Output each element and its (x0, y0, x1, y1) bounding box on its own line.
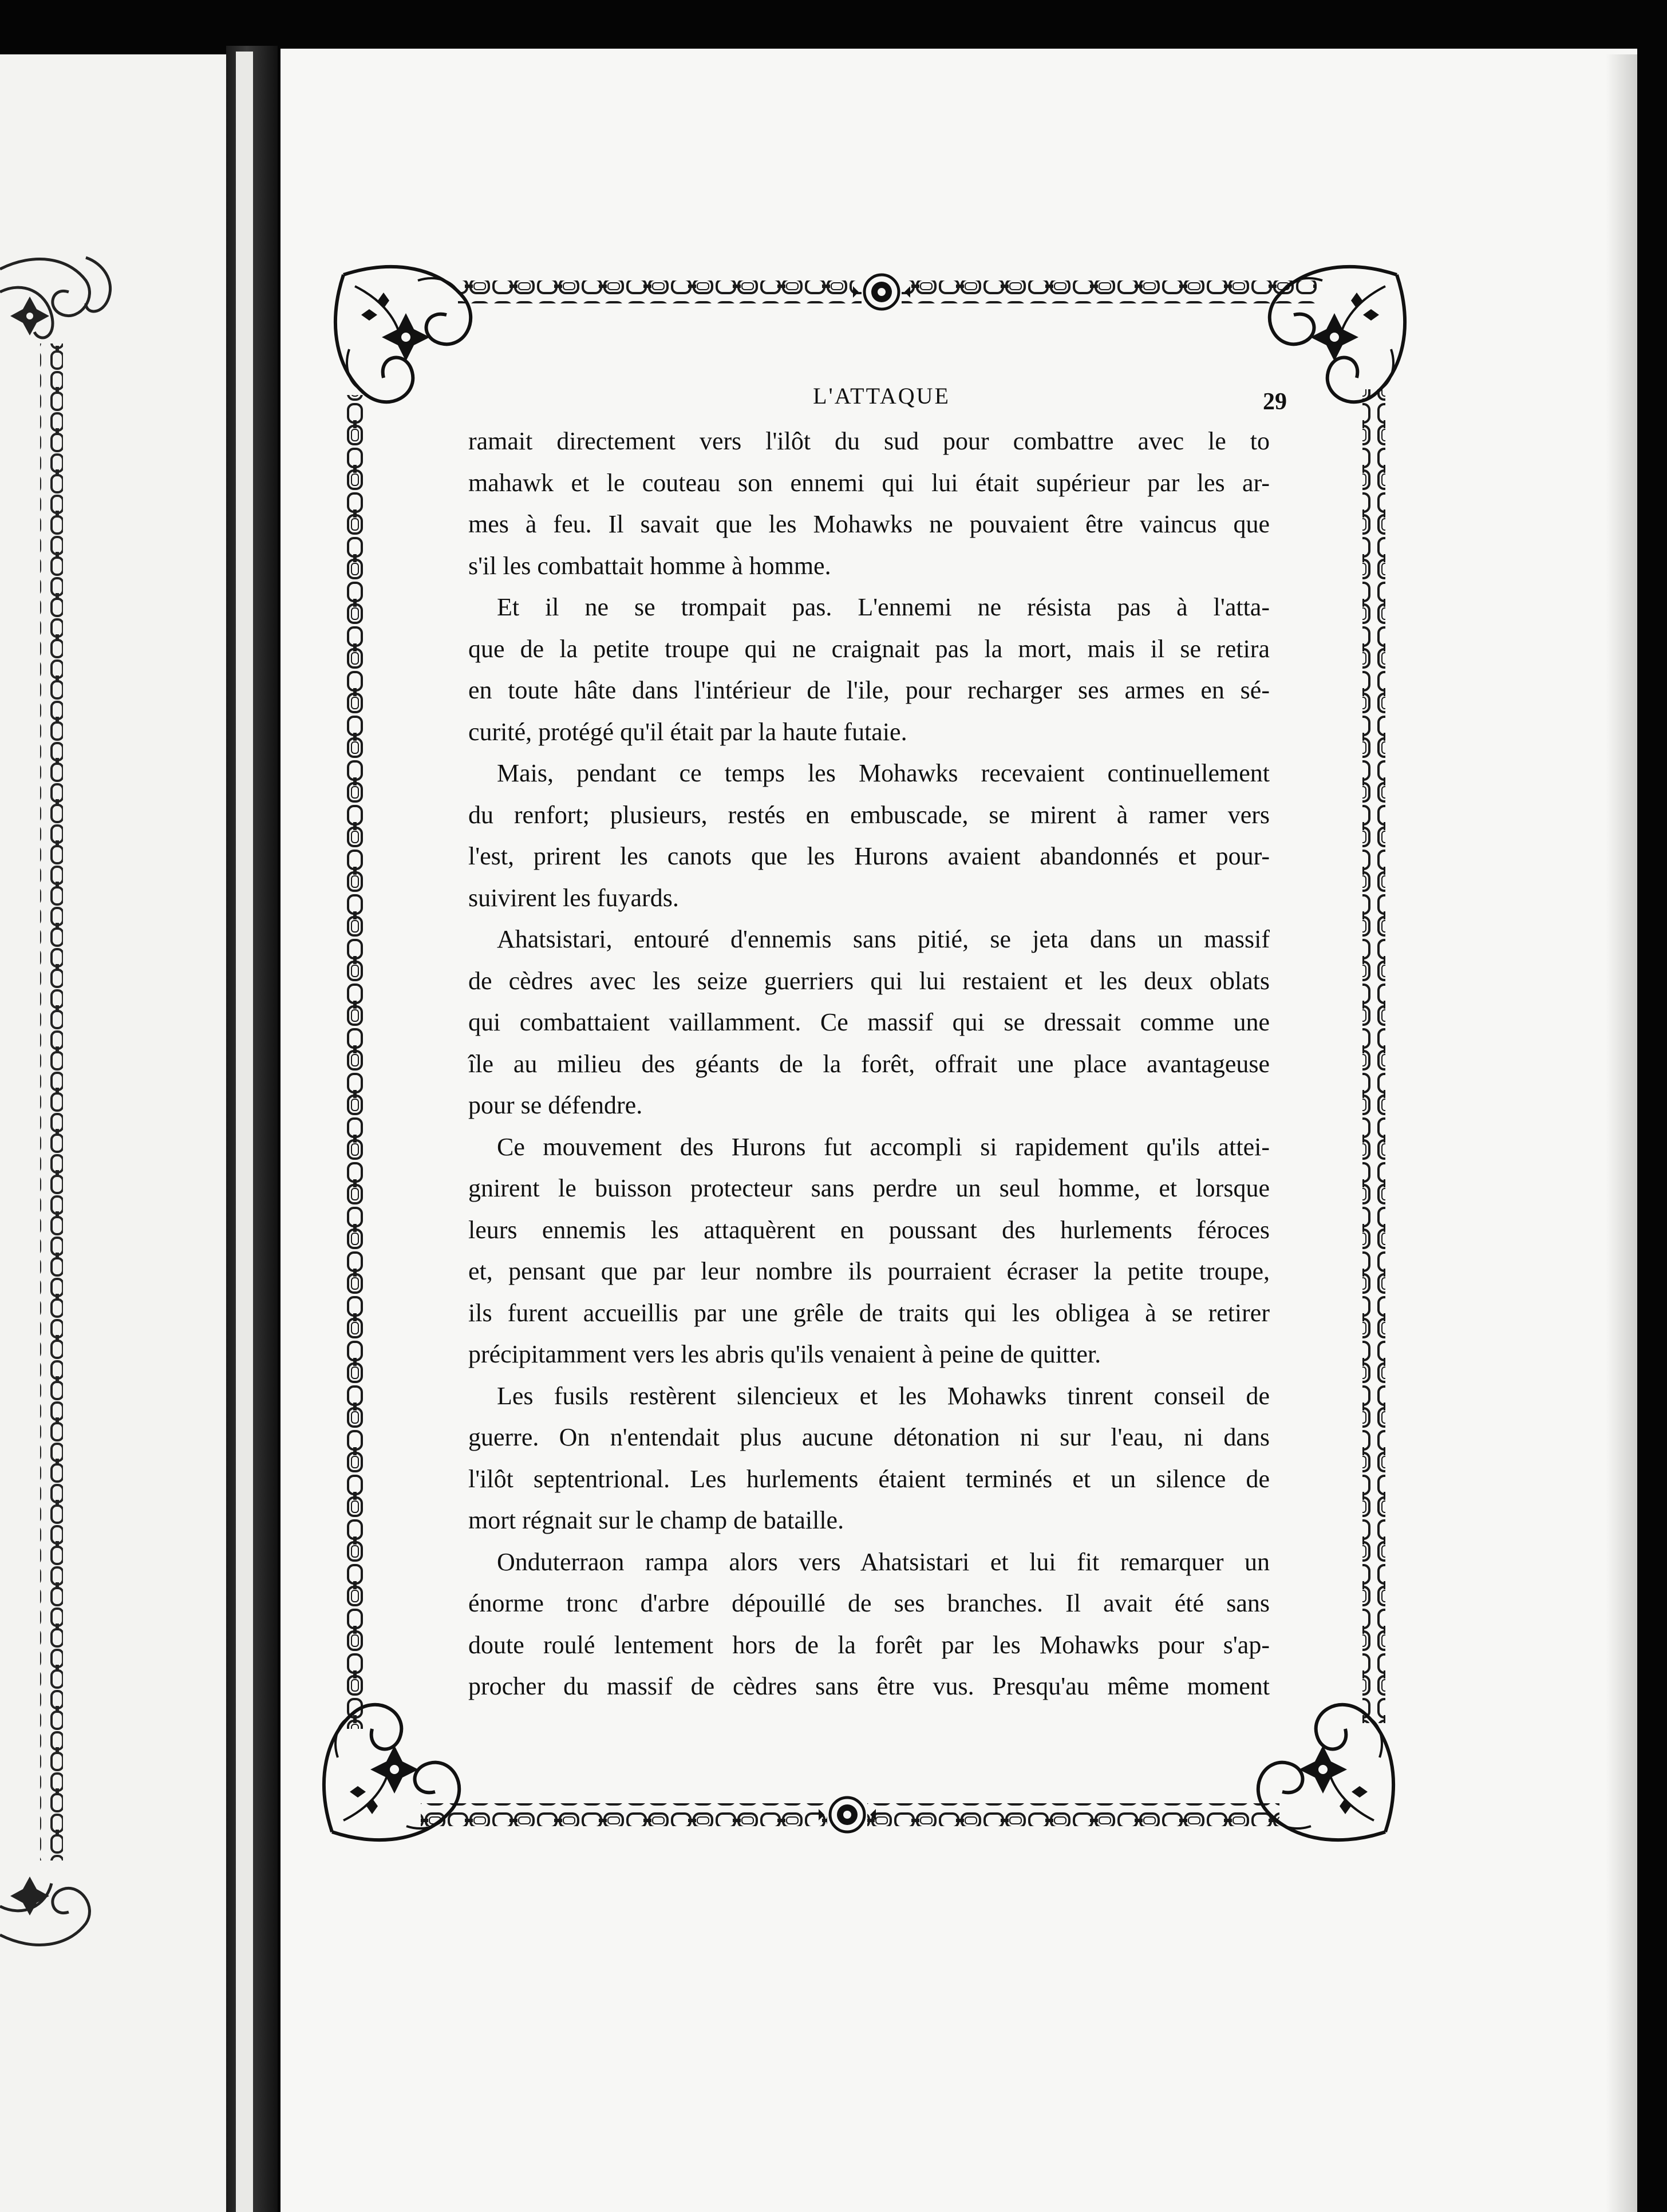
paragraph (468, 753, 1270, 919)
text-line: en toute hâte dans l'intérieur de l'ile, pour recharger ses armes en sé- (468, 676, 1270, 704)
text-line: procher du massif de cèdres sans être vus. Presqu'au même moment (468, 1672, 1270, 1700)
text-line: ramait directement vers l'ilôt du sud pour combattre avec le to (468, 427, 1270, 455)
text-line: mort régnait sur le champ de bataille. (468, 1506, 844, 1534)
text-line: précipitamment vers les abris qu'ils venaient à peine de quitter. (468, 1340, 1101, 1368)
text-line: Onduterraon rampa alors vers Ahatsistari et lui fit remarquer un (497, 1547, 1270, 1576)
text-line: île au milieu des géants de la forêt, offrait une place avantageuse (468, 1049, 1270, 1078)
text-line: suivirent les fuyards. (468, 883, 679, 912)
paragraph (468, 919, 1270, 1127)
body-text (468, 421, 1270, 1708)
text-line: Les fusils restèrent silencieux et les Mohawks tinrent conseil de (497, 1381, 1270, 1410)
paragraph (468, 1542, 1270, 1708)
text-line: de cèdres avec les seize guerriers qui lui restaient et les deux oblats (468, 966, 1270, 995)
paragraph (468, 587, 1270, 753)
text-line: s'il les combattait homme à homme. (468, 551, 831, 580)
text-line: ils furent accueillis par une grêle de traits qui les obligea à se retirer (468, 1298, 1270, 1327)
running-head: L'ATTAQUE (813, 383, 950, 409)
text-line: mes à feu. Il savait que les Mohawks ne pouvaient être vaincus que (468, 510, 1270, 538)
text-line: l'est, prirent les canots que les Hurons avaient abandonnés et pour- (468, 842, 1270, 870)
text-line: pour se défendre. (468, 1091, 643, 1119)
text-line: du renfort; plusieurs, restés en embuscade, se mirent à ramer vers (468, 800, 1270, 829)
text-line: Et il ne se trompait pas. L'ennemi ne résista pas à l'atta- (497, 593, 1270, 621)
text-line: et, pensant que par leur nombre ils pourraient écraser la petite troupe, (468, 1257, 1270, 1285)
paragraph (468, 1376, 1270, 1542)
text-line: énorme tronc d'arbre dépouillé de ses branches. Il avait été sans (468, 1589, 1270, 1617)
text-line: Ahatsistari, entouré d'ennemis sans pitié, se jeta dans un massif (497, 925, 1270, 953)
text-line: que de la petite troupe qui ne craignait pas la mort, mais il se retira (468, 634, 1270, 663)
text-line: Ce mouvement des Hurons fut accompli si rapidement qu'ils attei- (497, 1132, 1270, 1161)
paragraph (468, 1127, 1270, 1376)
text-line: mahawk et le couteau son ennemi qui lui était supérieur par les ar- (468, 468, 1270, 497)
text-line: qui combattaient vaillamment. Ce massif qui se dressait comme une (468, 1008, 1270, 1036)
text-line: Mais, pendant ce temps les Mohawks recevaient continuellement (497, 759, 1270, 787)
text-line: doute roulé lentement hors de la forêt par les Mohawks pour s'ap- (468, 1630, 1270, 1659)
paragraph (468, 421, 1270, 587)
text-line: guerre. On n'entendait plus aucune détonation ni sur l'eau, ni dans (468, 1423, 1270, 1451)
text-line: gnirent le buisson protecteur sans perdre un seul homme, et lorsque (468, 1174, 1270, 1202)
page-number: 29 (1263, 389, 1287, 415)
text-line: l'ilôt septentrional. Les hurlements étaient terminés et un silence de (468, 1464, 1270, 1493)
text-line: curité, protégé qu'il était par la haute futaie. (468, 717, 907, 746)
text-line: leurs ennemis les attaquèrent en poussant des hurlements féroces (468, 1215, 1270, 1244)
